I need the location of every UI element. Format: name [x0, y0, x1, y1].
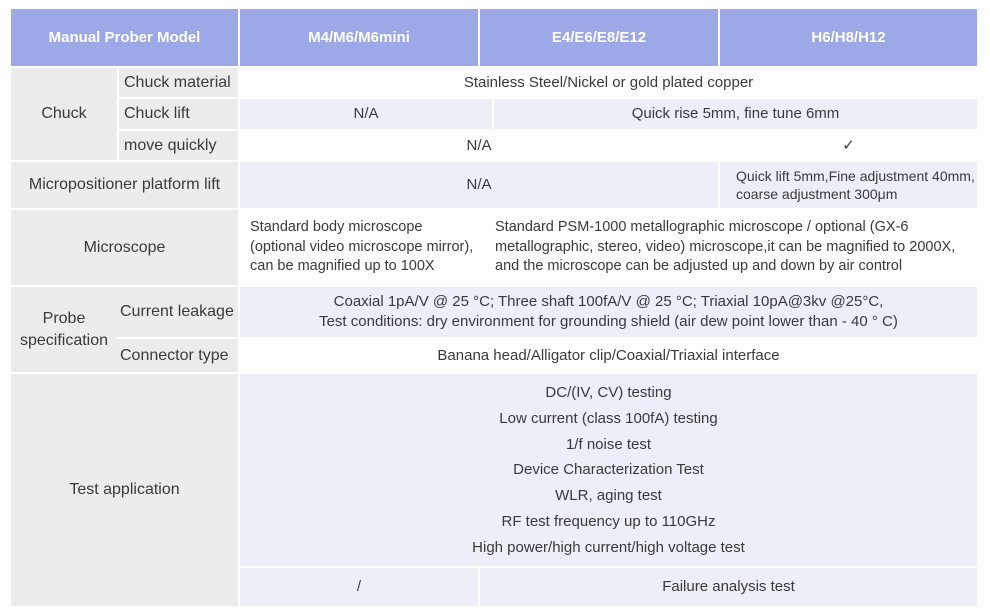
- test-application-item: Low current (class 100fA) testing: [499, 410, 718, 428]
- chuck-lift-m-value: N/A: [240, 99, 492, 129]
- microscope-label: Microscope: [11, 210, 238, 285]
- probe-spec-label-line2: specification: [19, 331, 109, 349]
- chuck-lift-label: Chuck lift: [119, 99, 238, 129]
- platform-lift-label: Micropositioner platform lift: [11, 162, 238, 208]
- header-model: Manual Prober Model: [11, 9, 238, 66]
- microscope-eh-value: [490, 210, 977, 285]
- connector-label: Connector type: [117, 339, 238, 372]
- microscope-eh-line1: Standard PSM-1000 metallographic microscope / optional (GX-6: [495, 219, 909, 236]
- chuck-lift-eh-value: Quick rise 5mm, fine tune 6mm: [494, 99, 977, 129]
- microscope-m-value: [240, 210, 490, 285]
- test-application-item: DC/(IV, CV) testing: [545, 384, 672, 402]
- leakage-label: Current leakage: [117, 287, 238, 337]
- test-application-list: [240, 376, 977, 566]
- chuck-move-label: move quickly: [119, 131, 238, 160]
- chuck-move-me-value: N/A: [240, 131, 718, 160]
- probe-spec-label-line1: Probe: [42, 310, 86, 328]
- chuck-move-h-value: ✓: [720, 131, 977, 160]
- leakage-line1: Coaxial 1pA/V @ 25 °C; Three shaft 100fA/V @ 25 °C; Triaxial 10pA@3kv @25°C,: [333, 293, 884, 311]
- probe-spec-label: [11, 287, 117, 372]
- chuck-label: Chuck: [11, 68, 117, 160]
- test-application-item: RF test frequency up to 110GHz: [501, 512, 716, 530]
- connector-value: Banana head/Alligator clip/Coaxial/Triaxial interface: [240, 339, 977, 372]
- leakage-value: [240, 287, 977, 337]
- platform-lift-me-value: N/A: [240, 162, 718, 208]
- test-application-item: 1/f noise test: [565, 435, 652, 453]
- microscope-m-line3: can be magnified up to 100X: [250, 258, 435, 275]
- microscope-m-line2: (optional video microscope mirror),: [250, 238, 474, 255]
- microscope-eh-line2: metallographic, stereo, video) microscope,it can be magnified to 2000X,: [495, 238, 956, 255]
- header-col-e: E4/E6/E8/E12: [480, 9, 718, 66]
- chuck-material-value: Stainless Steel/Nickel or gold plated copper: [240, 68, 977, 97]
- test-application-item: Device Characterization Test: [513, 461, 704, 479]
- platform-lift-h-line2: coarse adjustment 300μm: [736, 186, 898, 202]
- chuck-material-label: Chuck material: [119, 68, 238, 97]
- microscope-m-line1: Standard body microscope: [250, 219, 423, 236]
- test-application-item: WLR, aging test: [555, 487, 662, 505]
- platform-lift-h-line1: Quick lift 5mm,Fine adjustment 40mm,: [736, 167, 975, 184]
- header-col-m: M4/M6/M6mini: [240, 9, 478, 66]
- failure-m-value: /: [240, 568, 478, 606]
- test-application-item: High power/high current/high voltage test: [472, 538, 745, 556]
- test-application-label: Test application: [11, 374, 238, 606]
- leakage-line2: Test conditions: dry environment for grounding shield (air dew point lower than - 40 ° C): [319, 313, 898, 330]
- failure-eh-value: Failure analysis test: [480, 568, 977, 606]
- header-col-h: H6/H8/H12: [720, 9, 977, 66]
- platform-lift-h-value: [720, 162, 977, 208]
- microscope-eh-line3: and the microscope can be adjusted up and down by air control: [495, 258, 903, 275]
